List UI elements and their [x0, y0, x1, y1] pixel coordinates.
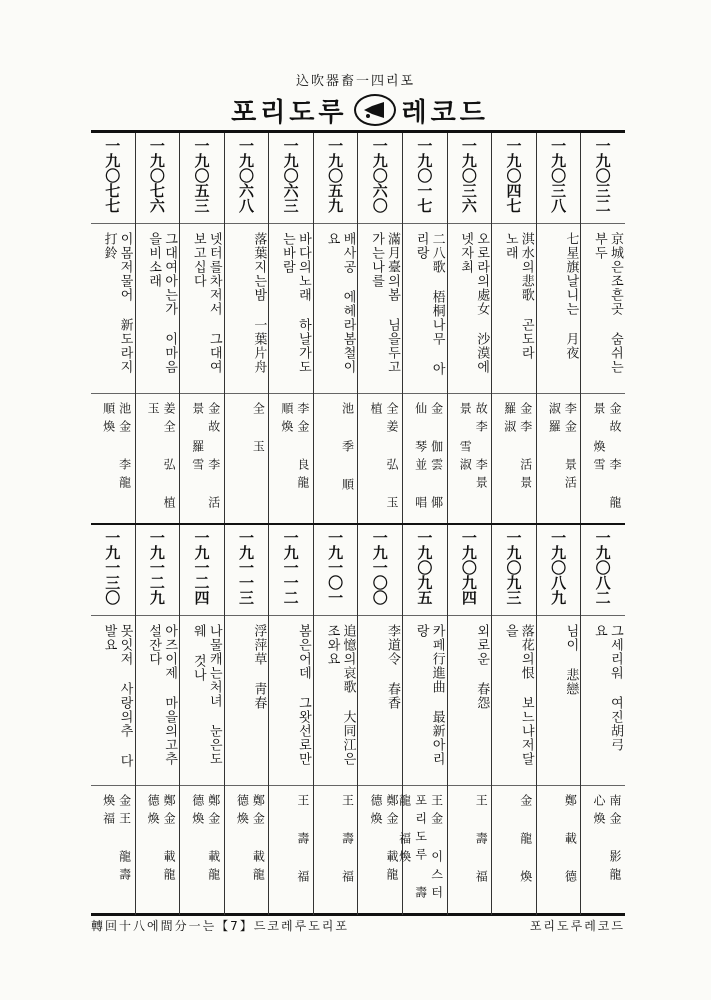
- record-entry: [91, 133, 135, 523]
- performer-names: 鄭金 載龍 德煥: [358, 785, 402, 915]
- record-number: 一 九 一 一 二: [283, 529, 299, 607]
- record-entry: [402, 133, 447, 523]
- footer: [91, 915, 625, 935]
- footer-left: 轉回十八에間分一는【7】드코레루도리포: [91, 918, 349, 933]
- performer-names: 全姜 弘 玉植: [358, 393, 402, 523]
- gramophone-logo-icon: [354, 94, 396, 126]
- song-title: 오로라의處女 沙漠에넷자최: [448, 223, 492, 393]
- record-entry: [357, 525, 402, 915]
- performer-names: 故李 李景 景 雪淑: [448, 393, 492, 523]
- performer-names: 池金 李龍 順煥: [91, 393, 135, 523]
- performer-names: 池 季 順: [314, 393, 358, 523]
- song-title: 카페行進曲 最新아리랑: [403, 615, 447, 785]
- record-number: 一 九 〇 六 八: [239, 137, 255, 215]
- performer-names: 李金 景活 淑羅: [537, 393, 581, 523]
- record-entry: [91, 525, 135, 915]
- song-title: 나물캐는처녀 눈은도웨 것나: [180, 615, 224, 785]
- performer-names: 鄭金 載龍 德煥: [225, 785, 269, 915]
- song-title: 落葉지는밤 一葉片舟: [225, 223, 269, 393]
- record-entry: [135, 525, 180, 915]
- record-entry: [268, 525, 313, 915]
- catalog-top-section: [91, 133, 625, 523]
- record-entry: [357, 133, 402, 523]
- song-title: 아즈이제 마을의고추 설잔다: [136, 615, 180, 785]
- record-entry: [135, 133, 180, 523]
- record-entry: [447, 525, 492, 915]
- record-entry: [447, 133, 492, 523]
- song-title: 七星旗날니는 月夜: [537, 223, 581, 393]
- record-entry: [580, 525, 625, 915]
- catalog-table: [91, 130, 625, 916]
- performer-names: 姜全 弘 植玉: [136, 393, 180, 523]
- record-number: 一 九 〇 三 六: [461, 137, 477, 215]
- record-number: 一 九 〇 五 三: [194, 137, 210, 215]
- song-title: 京城은조흔곳 숨쉬는부두: [581, 223, 625, 393]
- footer-right: 포리도루레코드: [529, 918, 625, 933]
- song-title: 二八歌 梧桐나무 아리랑: [403, 223, 447, 393]
- record-entry: [224, 133, 269, 523]
- song-title: 배사공 에헤라봄철이요: [314, 223, 358, 393]
- song-title: 淇水의悲歌 곤도라 노래: [492, 223, 536, 393]
- record-entry: [179, 133, 224, 523]
- header-title: [200, 90, 520, 130]
- song-title: 浮萍草 靑春: [225, 615, 269, 785]
- record-number: 一 九 一 三 〇: [105, 529, 121, 607]
- record-number: 一 九 〇 九 四: [461, 529, 477, 607]
- record-number: 一 九 一 二 九: [149, 529, 165, 607]
- song-title: 그대여아는가 이마음을비소래: [136, 223, 180, 393]
- record-number: 一 九 〇 三 二: [595, 137, 611, 215]
- title-right: 레코드: [401, 97, 489, 128]
- record-number: 一 九 一 〇 一: [328, 529, 344, 607]
- performer-names: 王 壽 福: [314, 785, 358, 915]
- record-number: 一 九 一 二 四: [194, 529, 210, 607]
- record-entry: [536, 133, 581, 523]
- record-entry: [313, 133, 358, 523]
- record-number: 一 九 〇 八 二: [595, 529, 611, 607]
- performer-names: 南金 影龍 心煥: [581, 785, 625, 915]
- song-title: 바다의노래 하날가도는바람: [269, 223, 313, 393]
- header-subtitle: 込吹器畜一四리포: [295, 74, 416, 89]
- song-title: 봄은어데 그왓선로만: [269, 615, 313, 785]
- record-number: 一 九 〇 七 六: [149, 137, 165, 215]
- record-number: 一 九 〇 三 八: [551, 137, 567, 215]
- song-title: 님이 悲戀: [537, 615, 581, 785]
- performer-names: 王 壽 福: [448, 785, 492, 915]
- song-title: 滿月臺의봄 님을두고가는나를: [358, 223, 402, 393]
- record-entry: [268, 133, 313, 523]
- catalog-bottom-section: [91, 523, 625, 915]
- record-entry: [397, 525, 447, 915]
- performer-names: 金王 龍壽 煥福: [91, 785, 135, 915]
- performer-names: 鄭金 載龍 德煥: [180, 785, 224, 915]
- performer-names: 王 壽 福: [269, 785, 313, 915]
- song-title: 追憶의哀歌 大同江은조와요: [314, 615, 358, 785]
- record-number: 一 九 〇 七 七: [105, 137, 121, 215]
- record-number: 一 九 一 一 三: [239, 529, 255, 607]
- song-title: 이몸저물어 新도라지打鈴: [91, 223, 135, 393]
- record-number: 一 九 〇 五 九: [328, 137, 344, 215]
- record-entry: [313, 525, 358, 915]
- song-title: 落花의恨 보느냐저달을: [492, 615, 536, 785]
- record-number: 一 九 〇 九 五: [417, 529, 433, 607]
- performer-names: 金 龍 煥: [492, 785, 536, 915]
- performer-names: 金 伽雲 倻仙 琴並 唱: [403, 393, 447, 523]
- record-number: 一 九 〇 九 三: [506, 529, 522, 607]
- record-entry: [491, 525, 536, 915]
- record-number: 一 九 〇 一 七: [417, 137, 433, 215]
- performer-names: 金故 李 活景 羅雪: [180, 393, 224, 523]
- record-number: 一 九 〇 四 七: [506, 137, 522, 215]
- song-title: 그세리워 여진胡弓 요: [581, 615, 625, 785]
- song-title: 넷터를차저서 그대여보고십다: [180, 223, 224, 393]
- record-number: 一 九 〇 六 三: [283, 137, 299, 215]
- song-title: 외로운 春怨: [448, 615, 492, 785]
- performer-names: 全 玉: [225, 393, 269, 523]
- performer-names: 金故 李 龍景 煥雪: [581, 393, 625, 523]
- performer-names: 李金 良龍 順煥: [269, 393, 313, 523]
- record-number: 一 九 一 〇 〇: [372, 529, 388, 607]
- performer-names: 鄭 載 德: [537, 785, 581, 915]
- record-entry: [224, 525, 269, 915]
- performer-names: 鄭金 載龍 德煥: [136, 785, 180, 915]
- record-entry: [491, 133, 536, 523]
- record-number: 一 九 〇 八 九: [551, 529, 567, 607]
- record-entry: [536, 525, 581, 915]
- performer-names: 金李 活景 羅淑: [492, 393, 536, 523]
- record-entry: [580, 133, 625, 523]
- record-entry: [179, 525, 224, 915]
- performer-names: 王金 이스터포리도루 壽龍 福煥: [403, 785, 447, 915]
- title-left: 포리도루: [231, 97, 348, 128]
- song-title: 李道令 春香: [358, 615, 402, 785]
- record-number: 一 九 〇 六 〇: [372, 137, 388, 215]
- song-title: 못잇저 사랑의추 다발요: [91, 615, 135, 785]
